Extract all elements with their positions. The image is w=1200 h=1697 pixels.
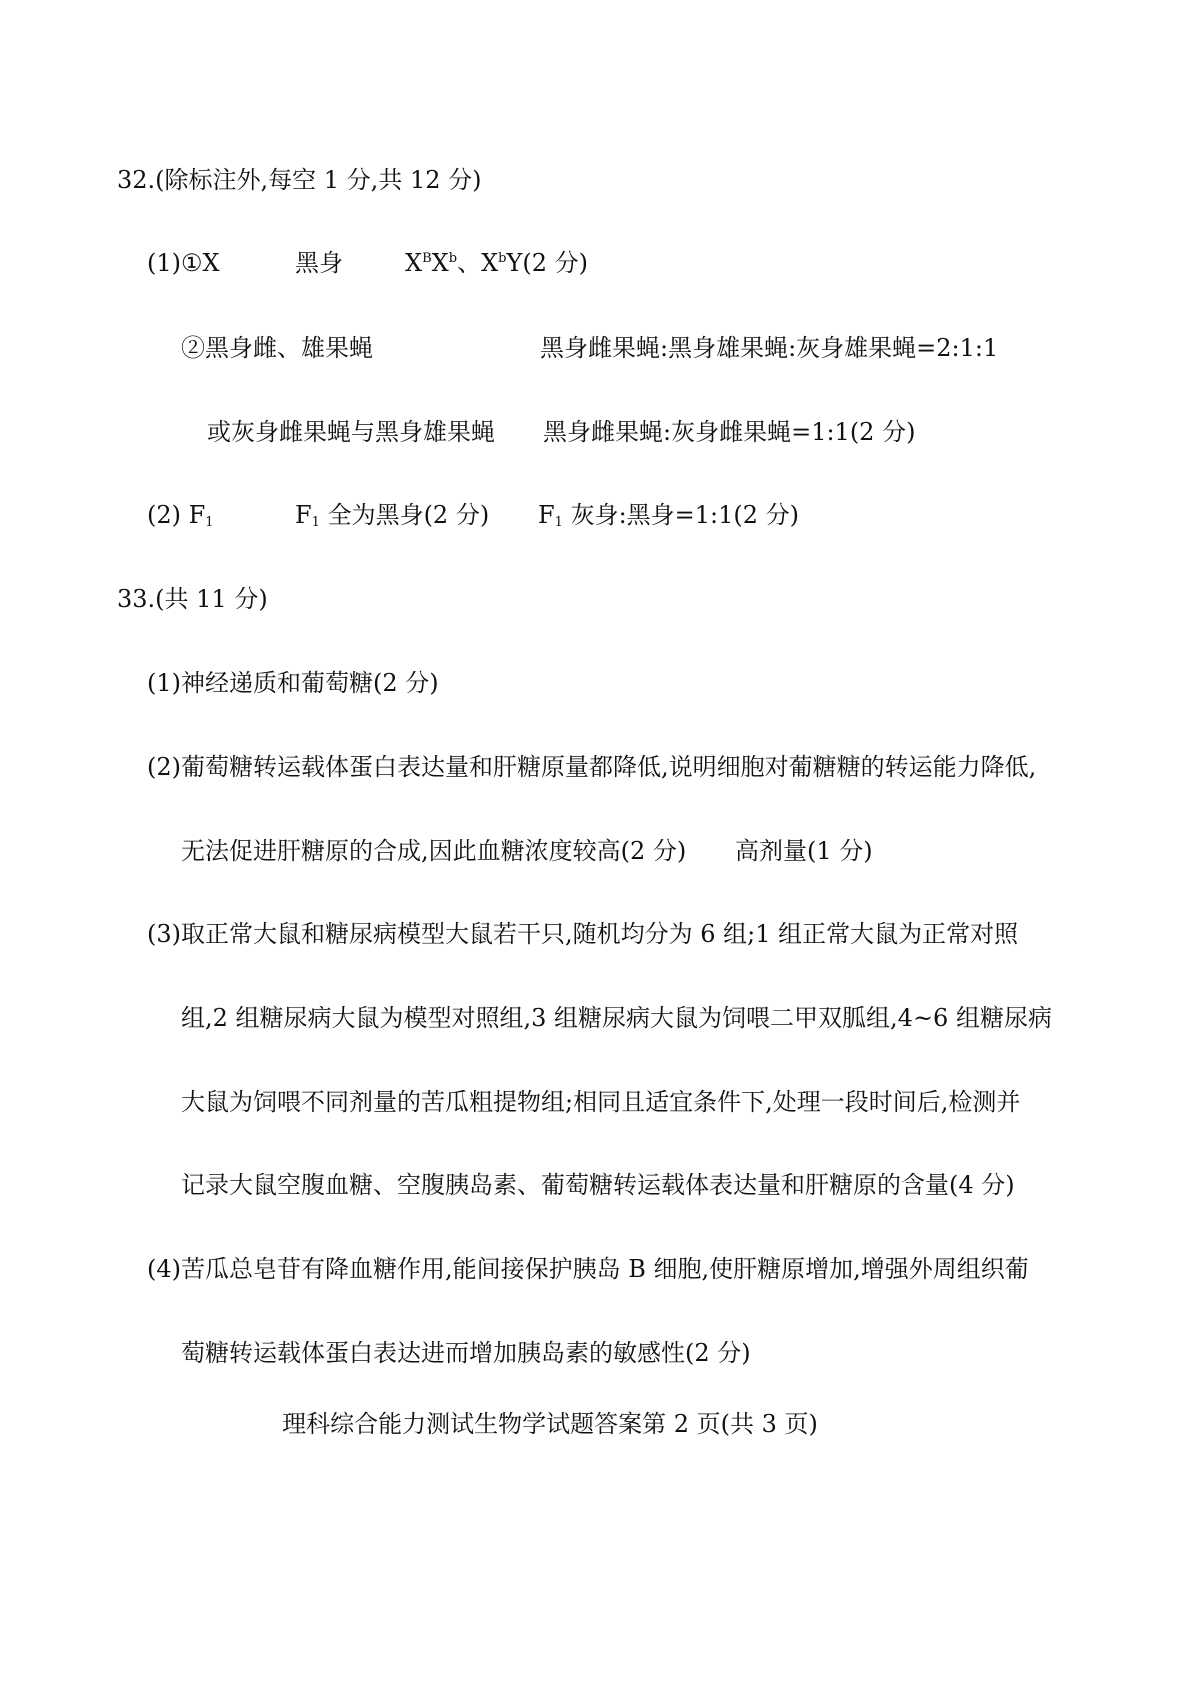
q33-part3-line2: 组,2 组糖尿病大鼠为模型对照组,3 组糖尿病大鼠为饲喂二甲双胍组,4~6 组糖尿病	[181, 1004, 1052, 1032]
q32-part2-answer-c: $F_1$ 灰身:黑身=1:1(2 分)	[538, 501, 800, 530]
q33-part3-line1: (3)取正常大鼠和糖尿病模型大鼠若干只,随机均分为 6 组;1 组正常大鼠为正常对照	[147, 920, 1019, 948]
q33-part4-line1: (4)苦瓜总皂苷有降血糖作用,能间接保护胰岛 B 细胞,使肝糖原增加,增强外周组织葡	[147, 1255, 1029, 1283]
page-footer: 理科综合能力测试生物学试题答案第 2 页(共 3 页)	[282, 1410, 818, 1438]
q32-part1-genotype: $X^BX^b$、$X^bY(2$ 分)	[405, 249, 588, 277]
q32-part1-item2-left-alt: 或灰身雌果蝇与黑身雄果蝇	[207, 418, 495, 446]
q33-part3-line3: 大鼠为饲喂不同剂量的苦瓜粗提物组;相同且适宜条件下,处理一段时间后,检测并	[181, 1088, 1021, 1116]
q32-part2-answer-b: $F_1$ 全为黑身(2 分)	[295, 501, 490, 530]
q33-part2-line1: (2)葡萄糖转运载体蛋白表达量和肝糖原量都降低,说明细胞对葡糖糖的转运能力降低,	[147, 753, 1037, 781]
q32-part1-marker: (1)①X	[147, 249, 220, 277]
q32-heading: 32.(除标注外,每空 1 分,共 12 分)	[117, 166, 482, 194]
q32-part1-item2-left: ②黑身雌、雄果蝇	[181, 334, 373, 362]
q33-part4-line2: 萄糖转运载体蛋白表达进而增加胰岛素的敏感性(2 分)	[181, 1339, 751, 1367]
q32-part1-item2-right: 黑身雌果蝇:黑身雄果蝇:灰身雄果蝇=2:1:1	[540, 334, 999, 362]
q33-part2-line2: 无法促进肝糖原的合成,因此血糖浓度较高(2 分)	[181, 837, 687, 865]
q33-heading: 33.(共 11 分)	[117, 585, 268, 613]
q32-part1-item2-right-alt: 黑身雌果蝇:灰身雌果蝇=1:1(2 分)	[543, 418, 916, 446]
q32-part2-marker: (2) $F_1$	[147, 501, 214, 530]
q33-part2-line2-extra: 高剂量(1 分)	[735, 837, 873, 865]
q33-part1: (1)神经递质和葡萄糖(2 分)	[147, 669, 439, 697]
q32-part1-answer-a: 黑身	[295, 249, 343, 277]
q33-part3-line4: 记录大鼠空腹血糖、空腹胰岛素、葡萄糖转运载体表达量和肝糖原的含量(4 分)	[181, 1171, 1015, 1199]
